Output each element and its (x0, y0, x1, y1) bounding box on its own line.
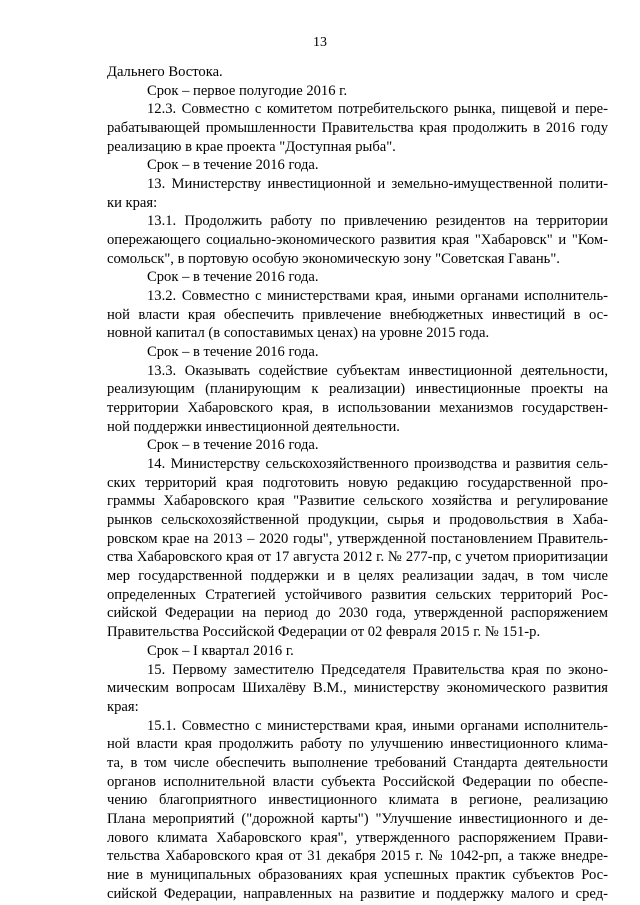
document-body (107, 63, 608, 903)
text-line: ной власти края обеспечить привлечение внебюджетных инвестиций в ос- (107, 306, 608, 323)
text-line: сомольск", в портовую особую экономическую зону "Советская Гавань". (107, 250, 560, 267)
text-line: ние в муниципальных образованиях края успешных практик субъектов Рос- (107, 866, 608, 883)
text-line: 15.1. Совместно с министерствами края, иными органами исполнитель- (147, 717, 608, 734)
text-line: Срок – в течение 2016 года. (147, 344, 319, 361)
text-line: ства Хабаровского края от 17 августа 2012 г. № 277-пр, с учетом приоритизации (107, 549, 608, 566)
text-line: мер государственной поддержки и в целях реализации задач, в том числе (107, 568, 608, 585)
text-line: Срок – I квартал 2016 г. (147, 642, 294, 659)
text-line: мическим вопросам Шихалёву В.М., министерству экономического развития (107, 680, 608, 697)
text-line: рынков сельскохозяйственной продукции, сырья и продовольствия в Хаба- (107, 512, 608, 529)
text-line: 13. Министерству инвестиционной и земельно-имущественной полити- (147, 176, 608, 193)
text-line: ских территорий края подготовить новую редакцию государственной про- (107, 474, 608, 491)
text-line: 12.3. Совместно с комитетом потребительского рынка, пищевой и пере- (147, 101, 608, 118)
text-line: ной власти края продолжить работу по улучшению инвестиционного клима- (107, 736, 608, 753)
text-line: края: (107, 698, 139, 715)
text-line: 13.1. Продолжить работу по привлечению резидентов на территории (147, 213, 608, 230)
text-line: 15. Первому заместителю Председателя Правительства края по эконо- (147, 661, 608, 678)
text-line: новной капитал (в сопоставимых ценах) на уровне 2015 года. (107, 325, 490, 342)
text-line: тельства Хабаровского края от 31 декабря 2015 г. № 1042-рп, а также внедре- (107, 848, 608, 865)
text-line: Срок – в течение 2016 года. (147, 437, 319, 454)
text-line: Срок – в течение 2016 года. (147, 157, 319, 174)
text-line: рабатывающей промышленности Правительства края продолжить в 2016 году (107, 120, 608, 137)
text-line: реализующим (планирующим к реализации) инвестиционные проекты на (107, 381, 608, 398)
text-line: лового климата Хабаровского края", утвержденного распоряжением Прави- (107, 829, 608, 846)
text-line: та, в том числе обеспечить выполнение требований Стандарта деятельности (107, 754, 608, 771)
text-line: 14. Министерству сельскохозяйственного производства и развития сель- (147, 456, 608, 473)
text-line: сийской Федерации, направленных на развитие и поддержку малого и сред- (107, 885, 608, 902)
text-line: Срок – в течение 2016 года. (147, 269, 319, 286)
text-line: Правительства Российской Федерации от 02 февраля 2015 г. № 151-р. (107, 624, 541, 641)
text-line: ки края: (107, 194, 158, 211)
text-line: чению благоприятного инвестиционного климата в регионе, реализацию (107, 792, 608, 809)
text-line: опережающего социально-экономического развития края "Хабаровск" и "Ком- (107, 232, 608, 249)
page-number: 13 (313, 35, 327, 50)
text-line: определенных Стратегией устойчивого развития сельских территорий Рос- (107, 586, 608, 603)
text-line: Дальнего Востока. (107, 64, 223, 80)
text-line: 13.3. Оказывать содействие субъектам инвестиционной деятельности, (147, 362, 608, 379)
text-line: реализацию в крае проекта "Доступная рыба". (107, 138, 396, 155)
text-line: территории Хабаровского края, в использовании механизмов государствен- (107, 400, 608, 417)
text-line: сийской Федерации на период до 2030 года, утвержденной распоряжением (107, 605, 608, 622)
text-line: ной поддержки инвестиционной деятельности. (107, 418, 400, 435)
text-line: граммы Хабаровского края "Развитие сельского хозяйства и регулирование (107, 493, 608, 510)
text-line: Плана мероприятий ("дорожной карты") "Улучшение инвестиционного и де- (107, 810, 608, 827)
text-line: ровском крае на 2013 – 2020 годы", утвержденной постановлением Правитель- (107, 530, 608, 547)
text-line: Срок – первое полугодие 2016 г. (147, 82, 348, 99)
text-line: органов исполнительной власти субъекта Российской Федерации по обеспе- (107, 773, 608, 790)
text-line: 13.2. Совместно с министерствами края, иными органами исполнитель- (147, 288, 608, 305)
